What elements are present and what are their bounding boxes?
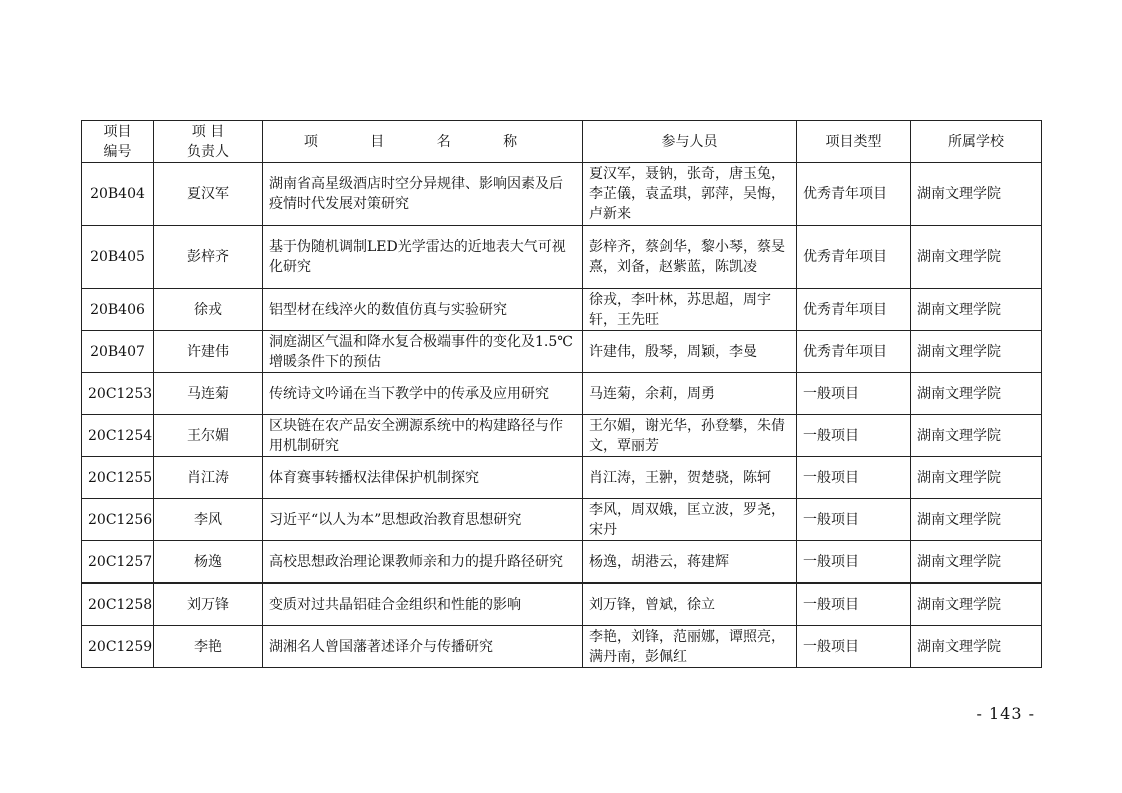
cell-leader: 刘万锋: [154, 583, 263, 626]
cell-school: 湖南文理学院: [911, 163, 1042, 226]
cell-name: 高校思想政治理论课教师亲和力的提升路径研究: [263, 541, 583, 584]
cell-school: 湖南文理学院: [911, 331, 1042, 373]
cell-name: 区块链在农产品安全溯源系统中的构建路径与作用机制研究: [263, 415, 583, 457]
cell-members: 马连菊，余莉，周勇: [583, 373, 797, 415]
page-number: - 143 -: [976, 704, 1035, 723]
project-table: [81, 120, 1042, 668]
cell-type: 一般项目: [797, 541, 911, 584]
header-school: 所属学校: [911, 121, 1042, 163]
cell-members: 肖江涛，王翀，贺楚骁，陈轲: [583, 457, 797, 499]
cell-school: 湖南文理学院: [911, 541, 1042, 584]
cell-code: 20C1259: [82, 626, 154, 668]
cell-code: 20B406: [82, 289, 154, 331]
cell-type: 优秀青年项目: [797, 226, 911, 289]
cell-code: 20C1253: [82, 373, 154, 415]
cell-school: 湖南文理学院: [911, 226, 1042, 289]
cell-leader: 马连菊: [154, 373, 263, 415]
cell-members: 杨逸，胡港云，蒋建辉: [583, 541, 797, 584]
cell-leader: 杨逸: [154, 541, 263, 584]
cell-name: 体育赛事转播权法律保护机制探究: [263, 457, 583, 499]
header-name: 项 目 名 称: [263, 121, 583, 163]
cell-code: 20C1255: [82, 457, 154, 499]
cell-code: 20B407: [82, 331, 154, 373]
cell-members: 王尔媚，谢光华，孙登攀，朱倩文，覃丽芳: [583, 415, 797, 457]
cell-school: 湖南文理学院: [911, 499, 1042, 541]
cell-name: 湖湘名人曾国藩著述译介与传播研究: [263, 626, 583, 668]
cell-members: 彭梓齐，蔡剑华，黎小琴，蔡旻熹，刘备，赵紫蓝，陈凯凌: [583, 226, 797, 289]
cell-leader: 许建伟: [154, 331, 263, 373]
table-row: [82, 373, 1042, 415]
cell-type: 一般项目: [797, 373, 911, 415]
cell-code: 20C1254: [82, 415, 154, 457]
table-row: [82, 163, 1042, 226]
cell-type: 一般项目: [797, 583, 911, 626]
table-row: [82, 415, 1042, 457]
header-type: 项目类型: [797, 121, 911, 163]
cell-code: 20C1258: [82, 583, 154, 626]
table-row: [82, 226, 1042, 289]
cell-school: 湖南文理学院: [911, 415, 1042, 457]
cell-type: 优秀青年项目: [797, 163, 911, 226]
cell-code: 20C1256: [82, 499, 154, 541]
cell-leader: 夏汉军: [154, 163, 263, 226]
table-row: [82, 583, 1042, 626]
table-row: [82, 499, 1042, 541]
cell-name: 习近平“以人为本”思想政治教育思想研究: [263, 499, 583, 541]
cell-type: 一般项目: [797, 626, 911, 668]
table-row: [82, 331, 1042, 373]
cell-name: 变质对过共晶铝硅合金组织和性能的影响: [263, 583, 583, 626]
cell-name: 基于伪随机调制LED光学雷达的近地表大气可视化研究: [263, 226, 583, 289]
cell-school: 湖南文理学院: [911, 583, 1042, 626]
cell-school: 湖南文理学院: [911, 457, 1042, 499]
cell-leader: 肖江涛: [154, 457, 263, 499]
cell-type: 一般项目: [797, 415, 911, 457]
cell-type: 一般项目: [797, 499, 911, 541]
cell-members: 夏汉军，聂钠，张奇，唐玉兔，李芷儀，袁孟琪，郭萍，吴悔，卢新来: [583, 163, 797, 226]
header-leader: [154, 121, 263, 163]
cell-leader: 李风: [154, 499, 263, 541]
cell-type: 优秀青年项目: [797, 331, 911, 373]
header-row: [82, 121, 1042, 163]
cell-type: 一般项目: [797, 457, 911, 499]
cell-members: 李艳，刘锋，范丽娜，谭照亮，满丹南，彭佩红: [583, 626, 797, 668]
cell-school: 湖南文理学院: [911, 373, 1042, 415]
cell-leader: 李艳: [154, 626, 263, 668]
table-row: [82, 289, 1042, 331]
cell-name: 铝型材在线淬火的数值仿真与实验研究: [263, 289, 583, 331]
cell-leader: 王尔媚: [154, 415, 263, 457]
cell-members: 徐戎，李叶林，苏思超，周宇轩，王先旺: [583, 289, 797, 331]
table-row: [82, 626, 1042, 668]
table-body: [82, 163, 1042, 668]
cell-name: 传统诗文吟诵在当下教学中的传承及应用研究: [263, 373, 583, 415]
cell-code: 20C1257: [82, 541, 154, 584]
cell-members: 许建伟，殷琴，周颖，李曼: [583, 331, 797, 373]
table-header: [82, 121, 1042, 163]
header-leader-text: 项 目 负责人: [187, 123, 229, 160]
cell-leader: 彭梓齐: [154, 226, 263, 289]
cell-members: 刘万锋，曾斌，徐立: [583, 583, 797, 626]
cell-members: 李风，周双娥，匡立波，罗尧，宋丹: [583, 499, 797, 541]
cell-code: 20B405: [82, 226, 154, 289]
cell-leader: 徐戎: [154, 289, 263, 331]
cell-name: 洞庭湖区气温和降水复合极端事件的变化及1.5℃增暖条件下的预估: [263, 331, 583, 373]
cell-code: 20B404: [82, 163, 154, 226]
cell-name: 湖南省高星级酒店时空分异规律、影响因素及后疫情时代发展对策研究: [263, 163, 583, 226]
table-row: [82, 541, 1042, 584]
cell-school: 湖南文理学院: [911, 626, 1042, 668]
header-code-text: 项目 编号: [103, 123, 132, 160]
table-row: [82, 457, 1042, 499]
cell-school: 湖南文理学院: [911, 289, 1042, 331]
header-members: 参与人员: [583, 121, 797, 163]
cell-type: 优秀青年项目: [797, 289, 911, 331]
header-code: [82, 121, 154, 163]
